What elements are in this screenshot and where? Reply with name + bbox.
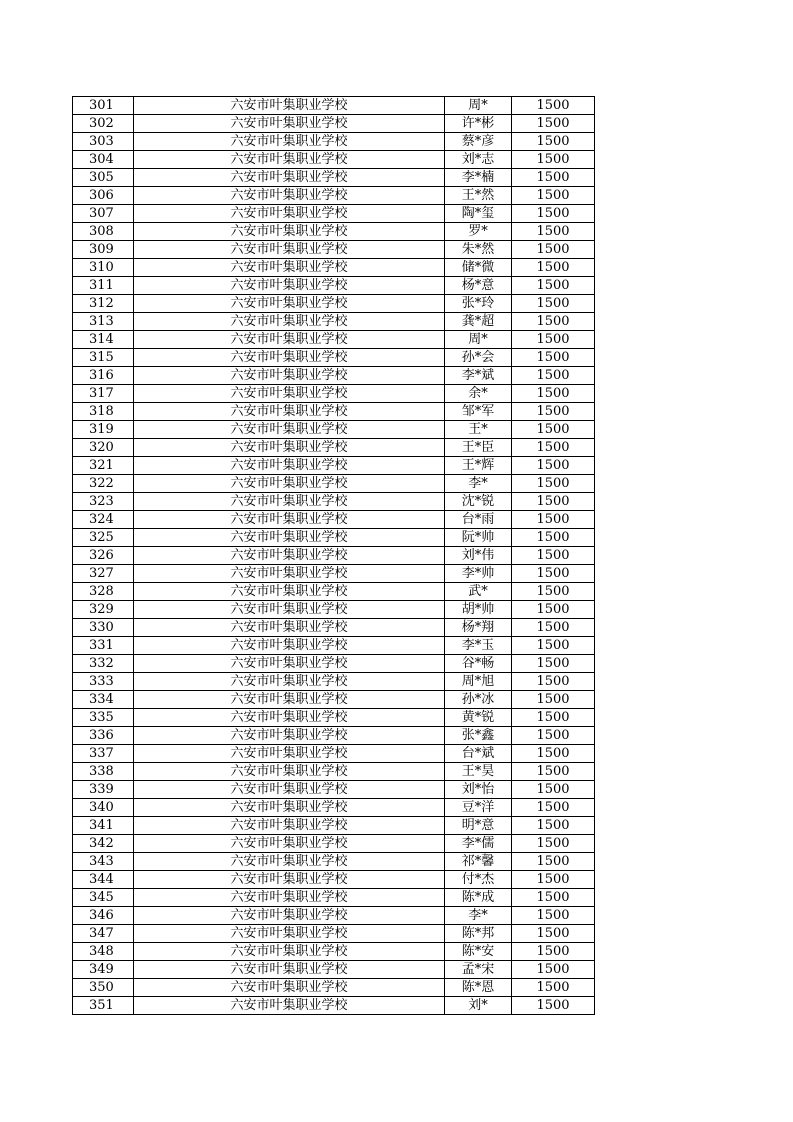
table-row	[73, 583, 595, 601]
student-name-cell: 余*	[445, 385, 512, 403]
table-row	[73, 853, 595, 871]
student-name-cell: 胡*帅	[445, 601, 512, 619]
amount-cell: 1500	[512, 637, 595, 655]
school-name-cell: 六安市叶集职业学校	[134, 205, 445, 223]
table-row	[73, 349, 595, 367]
student-name-cell: 谷*畅	[445, 655, 512, 673]
row-number-cell: 340	[73, 799, 134, 817]
table-row	[73, 925, 595, 943]
school-name-cell: 六安市叶集职业学校	[134, 691, 445, 709]
amount-cell: 1500	[512, 151, 595, 169]
table-row	[73, 745, 595, 763]
student-name-cell: 王*	[445, 421, 512, 439]
student-name-cell: 王*昊	[445, 763, 512, 781]
row-number-cell: 301	[73, 97, 134, 115]
amount-cell: 1500	[512, 349, 595, 367]
school-name-cell: 六安市叶集职业学校	[134, 169, 445, 187]
amount-cell: 1500	[512, 259, 595, 277]
amount-cell: 1500	[512, 475, 595, 493]
amount-cell: 1500	[512, 727, 595, 745]
school-name-cell: 六安市叶集职业学校	[134, 727, 445, 745]
student-name-cell: 储*微	[445, 259, 512, 277]
row-number-cell: 317	[73, 385, 134, 403]
school-name-cell: 六安市叶集职业学校	[134, 187, 445, 205]
row-number-cell: 305	[73, 169, 134, 187]
row-number-cell: 343	[73, 853, 134, 871]
row-number-cell: 311	[73, 277, 134, 295]
table-row	[73, 511, 595, 529]
table-row	[73, 691, 595, 709]
school-name-cell: 六安市叶集职业学校	[134, 547, 445, 565]
amount-cell: 1500	[512, 835, 595, 853]
table-body	[73, 97, 595, 1015]
row-number-cell: 334	[73, 691, 134, 709]
student-name-cell: 张*玲	[445, 295, 512, 313]
amount-cell: 1500	[512, 223, 595, 241]
amount-cell: 1500	[512, 997, 595, 1015]
row-number-cell: 346	[73, 907, 134, 925]
school-name-cell: 六安市叶集职业学校	[134, 565, 445, 583]
table-row	[73, 835, 595, 853]
school-name-cell: 六安市叶集职业学校	[134, 673, 445, 691]
school-name-cell: 六安市叶集职业学校	[134, 583, 445, 601]
amount-cell: 1500	[512, 205, 595, 223]
row-number-cell: 303	[73, 133, 134, 151]
student-name-cell: 陈*邦	[445, 925, 512, 943]
row-number-cell: 312	[73, 295, 134, 313]
table-row	[73, 475, 595, 493]
amount-cell: 1500	[512, 313, 595, 331]
row-number-cell: 304	[73, 151, 134, 169]
table-row	[73, 115, 595, 133]
row-number-cell: 315	[73, 349, 134, 367]
school-name-cell: 六安市叶集职业学校	[134, 421, 445, 439]
row-number-cell: 324	[73, 511, 134, 529]
student-name-cell: 李*斌	[445, 367, 512, 385]
table-row	[73, 763, 595, 781]
table-row	[73, 367, 595, 385]
amount-cell: 1500	[512, 295, 595, 313]
amount-cell: 1500	[512, 511, 595, 529]
table-row	[73, 655, 595, 673]
school-name-cell: 六安市叶集职业学校	[134, 457, 445, 475]
row-number-cell: 327	[73, 565, 134, 583]
student-name-cell: 朱*然	[445, 241, 512, 259]
amount-cell: 1500	[512, 889, 595, 907]
table-row	[73, 133, 595, 151]
school-name-cell: 六安市叶集职业学校	[134, 619, 445, 637]
student-name-cell: 李*	[445, 907, 512, 925]
table-row	[73, 223, 595, 241]
school-name-cell: 六安市叶集职业学校	[134, 853, 445, 871]
table-row	[73, 385, 595, 403]
table-row	[73, 727, 595, 745]
school-name-cell: 六安市叶集职业学校	[134, 835, 445, 853]
table-row	[73, 97, 595, 115]
school-name-cell: 六安市叶集职业学校	[134, 745, 445, 763]
school-name-cell: 六安市叶集职业学校	[134, 331, 445, 349]
amount-cell: 1500	[512, 961, 595, 979]
amount-cell: 1500	[512, 763, 595, 781]
row-number-cell: 351	[73, 997, 134, 1015]
table-row	[73, 457, 595, 475]
student-name-cell: 陶*玺	[445, 205, 512, 223]
row-number-cell: 314	[73, 331, 134, 349]
amount-cell: 1500	[512, 133, 595, 151]
table-row	[73, 493, 595, 511]
student-name-cell: 罗*	[445, 223, 512, 241]
student-name-cell: 台*雨	[445, 511, 512, 529]
school-name-cell: 六安市叶集职业学校	[134, 259, 445, 277]
school-name-cell: 六安市叶集职业学校	[134, 367, 445, 385]
amount-cell: 1500	[512, 331, 595, 349]
table-row	[73, 277, 595, 295]
row-number-cell: 329	[73, 601, 134, 619]
amount-cell: 1500	[512, 943, 595, 961]
school-name-cell: 六安市叶集职业学校	[134, 511, 445, 529]
row-number-cell: 307	[73, 205, 134, 223]
student-name-cell: 杨*意	[445, 277, 512, 295]
student-name-cell: 黄*锐	[445, 709, 512, 727]
student-name-cell: 武*	[445, 583, 512, 601]
row-number-cell: 320	[73, 439, 134, 457]
row-number-cell: 345	[73, 889, 134, 907]
amount-cell: 1500	[512, 979, 595, 997]
row-number-cell: 342	[73, 835, 134, 853]
student-name-cell: 沈*锐	[445, 493, 512, 511]
table-row	[73, 907, 595, 925]
school-name-cell: 六安市叶集职业学校	[134, 133, 445, 151]
table-row	[73, 673, 595, 691]
student-name-cell: 李*玉	[445, 637, 512, 655]
row-number-cell: 310	[73, 259, 134, 277]
row-number-cell: 308	[73, 223, 134, 241]
row-number-cell: 306	[73, 187, 134, 205]
amount-cell: 1500	[512, 583, 595, 601]
row-number-cell: 325	[73, 529, 134, 547]
school-name-cell: 六安市叶集职业学校	[134, 979, 445, 997]
school-name-cell: 六安市叶集职业学校	[134, 385, 445, 403]
amount-cell: 1500	[512, 547, 595, 565]
row-number-cell: 348	[73, 943, 134, 961]
amount-cell: 1500	[512, 799, 595, 817]
table-row	[73, 169, 595, 187]
row-number-cell: 344	[73, 871, 134, 889]
amount-cell: 1500	[512, 115, 595, 133]
school-name-cell: 六安市叶集职业学校	[134, 655, 445, 673]
amount-cell: 1500	[512, 385, 595, 403]
amount-cell: 1500	[512, 691, 595, 709]
student-name-cell: 孙*会	[445, 349, 512, 367]
school-name-cell: 六安市叶集职业学校	[134, 997, 445, 1015]
table-row	[73, 889, 595, 907]
amount-cell: 1500	[512, 853, 595, 871]
row-number-cell: 337	[73, 745, 134, 763]
amount-cell: 1500	[512, 745, 595, 763]
student-name-cell: 孟*宋	[445, 961, 512, 979]
student-name-cell: 刘*	[445, 997, 512, 1015]
school-name-cell: 六安市叶集职业学校	[134, 277, 445, 295]
amount-cell: 1500	[512, 457, 595, 475]
school-name-cell: 六安市叶集职业学校	[134, 529, 445, 547]
school-name-cell: 六安市叶集职业学校	[134, 223, 445, 241]
school-name-cell: 六安市叶集职业学校	[134, 403, 445, 421]
row-number-cell: 316	[73, 367, 134, 385]
table-row	[73, 799, 595, 817]
student-name-cell: 王*辉	[445, 457, 512, 475]
amount-cell: 1500	[512, 565, 595, 583]
table-row	[73, 205, 595, 223]
row-number-cell: 322	[73, 475, 134, 493]
table-row	[73, 565, 595, 583]
student-name-cell: 邹*军	[445, 403, 512, 421]
school-name-cell: 六安市叶集职业学校	[134, 907, 445, 925]
student-name-cell: 李*楠	[445, 169, 512, 187]
table-row	[73, 943, 595, 961]
school-name-cell: 六安市叶集职业学校	[134, 295, 445, 313]
table-row	[73, 601, 595, 619]
student-name-cell: 刘*怡	[445, 781, 512, 799]
row-number-cell: 309	[73, 241, 134, 259]
school-name-cell: 六安市叶集职业学校	[134, 439, 445, 457]
student-name-cell: 周*	[445, 331, 512, 349]
school-name-cell: 六安市叶集职业学校	[134, 241, 445, 259]
row-number-cell: 349	[73, 961, 134, 979]
table-row	[73, 781, 595, 799]
amount-cell: 1500	[512, 421, 595, 439]
student-name-cell: 周*	[445, 97, 512, 115]
table-row	[73, 961, 595, 979]
row-number-cell: 332	[73, 655, 134, 673]
school-name-cell: 六安市叶集职业学校	[134, 763, 445, 781]
amount-cell: 1500	[512, 529, 595, 547]
school-name-cell: 六安市叶集职业学校	[134, 151, 445, 169]
row-number-cell: 335	[73, 709, 134, 727]
school-name-cell: 六安市叶集职业学校	[134, 889, 445, 907]
student-name-cell: 陈*成	[445, 889, 512, 907]
school-name-cell: 六安市叶集职业学校	[134, 871, 445, 889]
school-name-cell: 六安市叶集职业学校	[134, 475, 445, 493]
school-name-cell: 六安市叶集职业学校	[134, 817, 445, 835]
amount-cell: 1500	[512, 439, 595, 457]
row-number-cell: 347	[73, 925, 134, 943]
table-row	[73, 529, 595, 547]
row-number-cell: 341	[73, 817, 134, 835]
student-name-cell: 王*臣	[445, 439, 512, 457]
table-row	[73, 187, 595, 205]
student-name-cell: 李*	[445, 475, 512, 493]
school-name-cell: 六安市叶集职业学校	[134, 97, 445, 115]
school-name-cell: 六安市叶集职业学校	[134, 115, 445, 133]
row-number-cell: 326	[73, 547, 134, 565]
school-name-cell: 六安市叶集职业学校	[134, 493, 445, 511]
student-name-cell: 龚*超	[445, 313, 512, 331]
row-number-cell: 321	[73, 457, 134, 475]
table-row	[73, 331, 595, 349]
amount-cell: 1500	[512, 241, 595, 259]
row-number-cell: 328	[73, 583, 134, 601]
table-row	[73, 817, 595, 835]
school-name-cell: 六安市叶集职业学校	[134, 943, 445, 961]
student-name-cell: 孙*冰	[445, 691, 512, 709]
student-name-cell: 李*儒	[445, 835, 512, 853]
student-name-cell: 王*然	[445, 187, 512, 205]
student-name-cell: 豆*洋	[445, 799, 512, 817]
school-name-cell: 六安市叶集职业学校	[134, 925, 445, 943]
student-name-cell: 许*彬	[445, 115, 512, 133]
student-name-cell: 陈*安	[445, 943, 512, 961]
table-row	[73, 421, 595, 439]
student-name-cell: 张*鑫	[445, 727, 512, 745]
amount-cell: 1500	[512, 925, 595, 943]
row-number-cell: 331	[73, 637, 134, 655]
row-number-cell: 318	[73, 403, 134, 421]
amount-cell: 1500	[512, 169, 595, 187]
table-row	[73, 313, 595, 331]
amount-cell: 1500	[512, 871, 595, 889]
row-number-cell: 323	[73, 493, 134, 511]
row-number-cell: 302	[73, 115, 134, 133]
amount-cell: 1500	[512, 367, 595, 385]
student-name-cell: 刘*伟	[445, 547, 512, 565]
school-name-cell: 六安市叶集职业学校	[134, 709, 445, 727]
row-number-cell: 336	[73, 727, 134, 745]
amount-cell: 1500	[512, 709, 595, 727]
amount-cell: 1500	[512, 619, 595, 637]
table-row	[73, 259, 595, 277]
amount-cell: 1500	[512, 187, 595, 205]
student-name-cell: 祁*馨	[445, 853, 512, 871]
table-row	[73, 637, 595, 655]
table-row	[73, 241, 595, 259]
amount-cell: 1500	[512, 97, 595, 115]
school-name-cell: 六安市叶集职业学校	[134, 313, 445, 331]
row-number-cell: 350	[73, 979, 134, 997]
table-row	[73, 547, 595, 565]
student-name-cell: 李*帅	[445, 565, 512, 583]
table-row	[73, 439, 595, 457]
subsidy-table	[72, 96, 595, 1015]
student-name-cell: 付*杰	[445, 871, 512, 889]
table-row	[73, 979, 595, 997]
row-number-cell: 330	[73, 619, 134, 637]
amount-cell: 1500	[512, 601, 595, 619]
student-name-cell: 明*意	[445, 817, 512, 835]
amount-cell: 1500	[512, 655, 595, 673]
amount-cell: 1500	[512, 817, 595, 835]
amount-cell: 1500	[512, 673, 595, 691]
student-name-cell: 陈*恩	[445, 979, 512, 997]
amount-cell: 1500	[512, 403, 595, 421]
table-row	[73, 295, 595, 313]
student-name-cell: 周*旭	[445, 673, 512, 691]
school-name-cell: 六安市叶集职业学校	[134, 799, 445, 817]
school-name-cell: 六安市叶集职业学校	[134, 601, 445, 619]
student-name-cell: 阮*帅	[445, 529, 512, 547]
amount-cell: 1500	[512, 493, 595, 511]
school-name-cell: 六安市叶集职业学校	[134, 781, 445, 799]
school-name-cell: 六安市叶集职业学校	[134, 349, 445, 367]
table-row	[73, 619, 595, 637]
table-row	[73, 871, 595, 889]
student-name-cell: 蔡*彦	[445, 133, 512, 151]
row-number-cell: 333	[73, 673, 134, 691]
table-row	[73, 709, 595, 727]
row-number-cell: 313	[73, 313, 134, 331]
table-row	[73, 997, 595, 1015]
row-number-cell: 338	[73, 763, 134, 781]
student-name-cell: 杨*翔	[445, 619, 512, 637]
school-name-cell: 六安市叶集职业学校	[134, 637, 445, 655]
student-name-cell: 台*斌	[445, 745, 512, 763]
row-number-cell: 319	[73, 421, 134, 439]
table-row	[73, 403, 595, 421]
school-name-cell: 六安市叶集职业学校	[134, 961, 445, 979]
amount-cell: 1500	[512, 781, 595, 799]
amount-cell: 1500	[512, 277, 595, 295]
amount-cell: 1500	[512, 907, 595, 925]
table-row	[73, 151, 595, 169]
row-number-cell: 339	[73, 781, 134, 799]
student-name-cell: 刘*志	[445, 151, 512, 169]
